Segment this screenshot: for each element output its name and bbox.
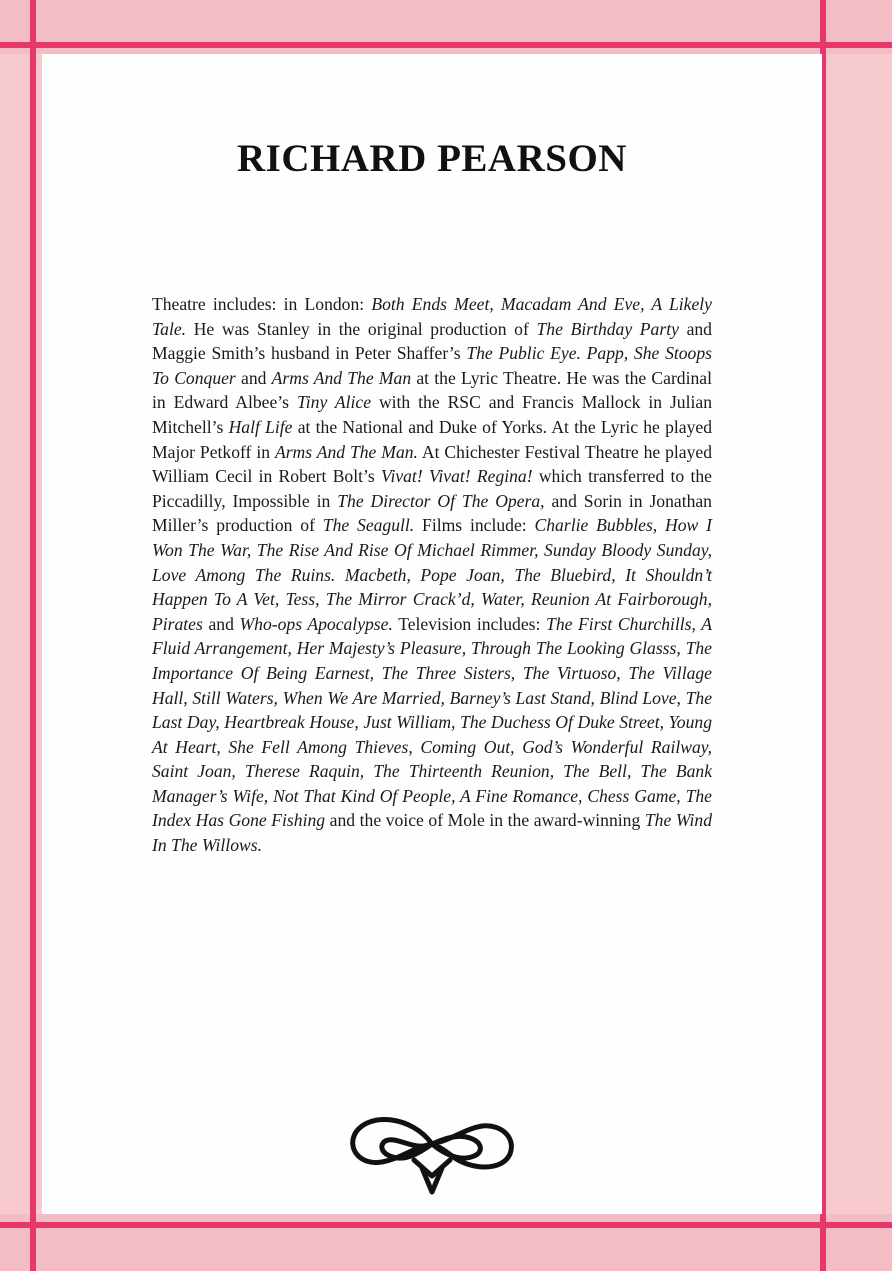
bio-text-roman: Films include: — [414, 515, 535, 536]
bio-text-roman: and Maggie Smith’s husband in Peter Shaffer’s — [152, 318, 712, 364]
bio-text-roman: which transferred to the Piccadilly, Impossible in — [152, 466, 712, 511]
bio-text-roman: at the National and Duke of Yorks. At the Lyric he played Major Petkoff in — [152, 416, 712, 462]
bio-text-roman: He was Stanley in the original production of — [186, 318, 537, 339]
bio-title-italic: Arms And The Man. — [274, 441, 418, 462]
frame-line-top — [0, 42, 892, 48]
bio-title-italic: The Director Of The Opera, — [337, 490, 545, 511]
page-sheet — [42, 54, 822, 1214]
bio-title-italic: The Birthday Party — [536, 318, 679, 339]
bio-text-roman: and — [202, 613, 240, 634]
biography-text — [152, 292, 712, 858]
bio-title-italic: Who-ops Apocalypse. — [239, 613, 393, 634]
bio-text-roman: and Sorin in Jonathan Miller’s production of — [152, 490, 712, 536]
bio-title-italic: The Public Eye. Papp, She Stoops To Conquer — [152, 343, 713, 388]
frame-line-left — [30, 0, 36, 1271]
bio-title-italic: Vivat! Vivat! Regina! — [381, 466, 533, 487]
knot-ornament-icon — [342, 1104, 522, 1196]
frame-line-bottom — [0, 1222, 892, 1228]
bio-text-roman: with the RSC and Francis Mallock in Julian Mitchell’s — [152, 392, 712, 437]
bio-title-italic: The Wind In The Willows. — [152, 810, 713, 856]
bio-text-roman: Theatre includes: in London: — [152, 294, 372, 314]
bio-title-italic: The Seagull. — [322, 515, 415, 536]
bio-title-italic: Arms And The Man — [271, 367, 412, 388]
page-title: RICHARD PEARSON — [237, 137, 627, 180]
bio-text-roman: Television includes: — [392, 613, 547, 634]
bio-text-roman: At Chichester Festival Theatre he played William Cecil in Robert Bolt’s — [152, 441, 712, 487]
bio-text-roman: and — [235, 367, 272, 388]
bio-title-italic: Tiny Alice — [296, 392, 372, 413]
bio-title-italic: Half Life — [228, 416, 293, 437]
bio-text-roman: and the voice of Mole in the award-winning — [325, 810, 645, 831]
bio-title-italic: Charlie Bubbles, How I Won The War, The Rise And Rise Of Michael Rimmer, Sunday Bloody Sunday, Love Among The Ruins. Macbeth, Pope Joan, The Bluebird, It Shouldn’t Happen To A Vet, Tess, The Mirror Crack’d, Water, Reunion At Fairborough, Pirates — [152, 515, 712, 634]
bio-text-roman: at the Lyric Theatre. He was the Cardinal in Edward Albee’s — [152, 367, 712, 413]
bio-title-italic: Both Ends Meet, Macadam And Eve, A Likely Tale. — [152, 294, 712, 339]
bio-title-italic: The First Churchills, A Fluid Arrangement, Her Majesty’s Pleasure, Through The Looking Glasss, The Importance Of Being Earnest, The Three Sisters, The Virtuoso, The Village Hall, Still Waters, When We Are Married, Barney’s Last Stand, Blind Love, The Last Day, Heartbreak House, Just William, The Duchess Of Duke Street, Young At Heart, She Fell Among Thieves, Coming Out, God’s Wonderful Railway, Saint Joan, Therese Raquin, The Thirteenth Reunion, The Bell, The Bank Manager’s Wife, Not That Kind Of People, A Fine Romance, Chess Game, The Index Has Gone Fishing — [152, 613, 713, 831]
